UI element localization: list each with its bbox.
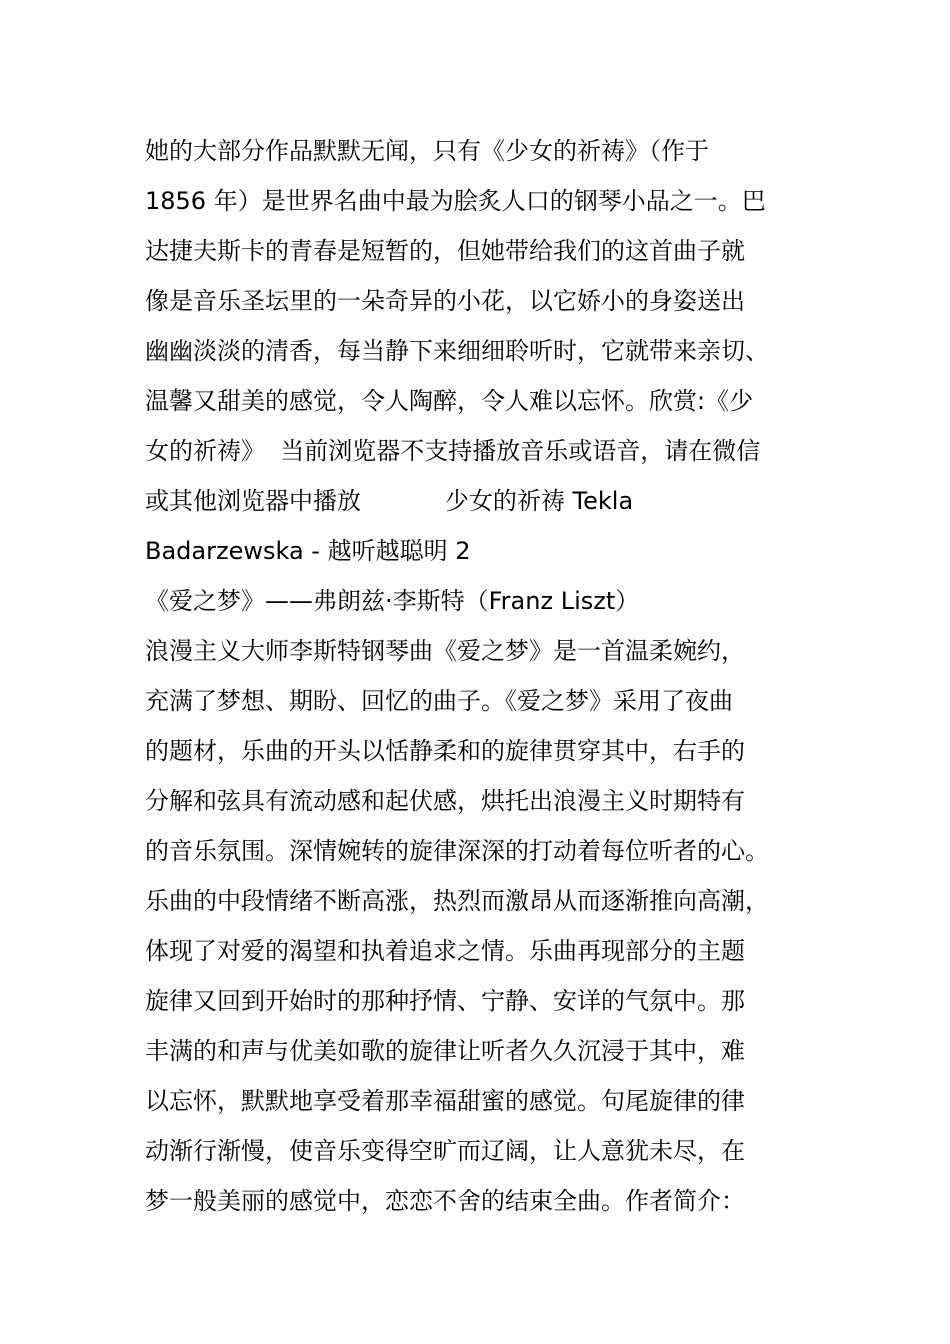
text-line: 幽幽淡淡的清香，每当静下来细细聆听时，它就带来亲切、 bbox=[145, 337, 769, 365]
text-line: 旋律又回到开始时的那种抒情、宁静、安详的气氛中。那 bbox=[145, 987, 745, 1015]
text-line: 的音乐氛围。深情婉转的旋律深深的打动着每位听者的心。 bbox=[145, 837, 769, 865]
text-line: 女的祈祷》 当前浏览器不支持播放音乐或语音，请在微信 bbox=[145, 437, 761, 465]
text-line: 乐曲的中段情绪不断高涨，热烈而激昂从而逐渐推向高潮， bbox=[145, 887, 769, 915]
text-line: 或其他浏览器中播放 少女的祈祷 Tekla bbox=[145, 487, 634, 515]
text-line: 达捷夫斯卡的青春是短暂的，但她带给我们的这首曲子就 bbox=[145, 237, 745, 265]
text-line: 分解和弦具有流动感和起伏感，烘托出浪漫主义时期特有 bbox=[145, 787, 745, 815]
text-line: 1856 年）是世界名曲中最为脍炙人口的钢琴小品之一。巴 bbox=[145, 187, 766, 215]
text-line: 丰满的和声与优美如歌的旋律让听者久久沉浸于其中，难 bbox=[145, 1037, 745, 1065]
text-line: 她的大部分作品默默无闻，只有《少女的祈祷》（作于 bbox=[145, 137, 709, 165]
text-line: 梦一般美丽的感觉中，恋恋不舍的结束全曲。作者简介： bbox=[145, 1187, 745, 1215]
text-line: 以忘怀，默默地享受着那幸福甜蜜的感觉。句尾旋律的律 bbox=[145, 1087, 745, 1115]
text-line: 浪漫主义大师李斯特钢琴曲《爱之梦》是一首温柔婉约， bbox=[145, 637, 745, 665]
text-line: 动渐行渐慢，使音乐变得空旷而辽阔，让人意犹未尽，在 bbox=[145, 1137, 745, 1165]
text-line: 充满了梦想、期盼、回忆的曲子。《爱之梦》采用了夜曲 bbox=[145, 687, 733, 715]
text-line: 体现了对爱的渴望和执着追求之情。乐曲再现部分的主题 bbox=[145, 937, 745, 965]
text-line: 的题材，乐曲的开头以恬静柔和的旋律贯穿其中，右手的 bbox=[145, 737, 745, 765]
text-line: Badarzewska - 越听越聪明 2 bbox=[145, 537, 471, 565]
section-heading: 《爱之梦》——弗朗兹·李斯特（Franz Liszt） bbox=[145, 587, 640, 615]
text-line: 温馨又甜美的感觉，令人陶醉，令人难以忘怀。欣赏:《少 bbox=[145, 387, 754, 415]
text-line: 像是音乐圣坛里的一朵奇异的小花，以它娇小的身姿送出 bbox=[145, 287, 745, 315]
body-text bbox=[145, 126, 810, 1226]
